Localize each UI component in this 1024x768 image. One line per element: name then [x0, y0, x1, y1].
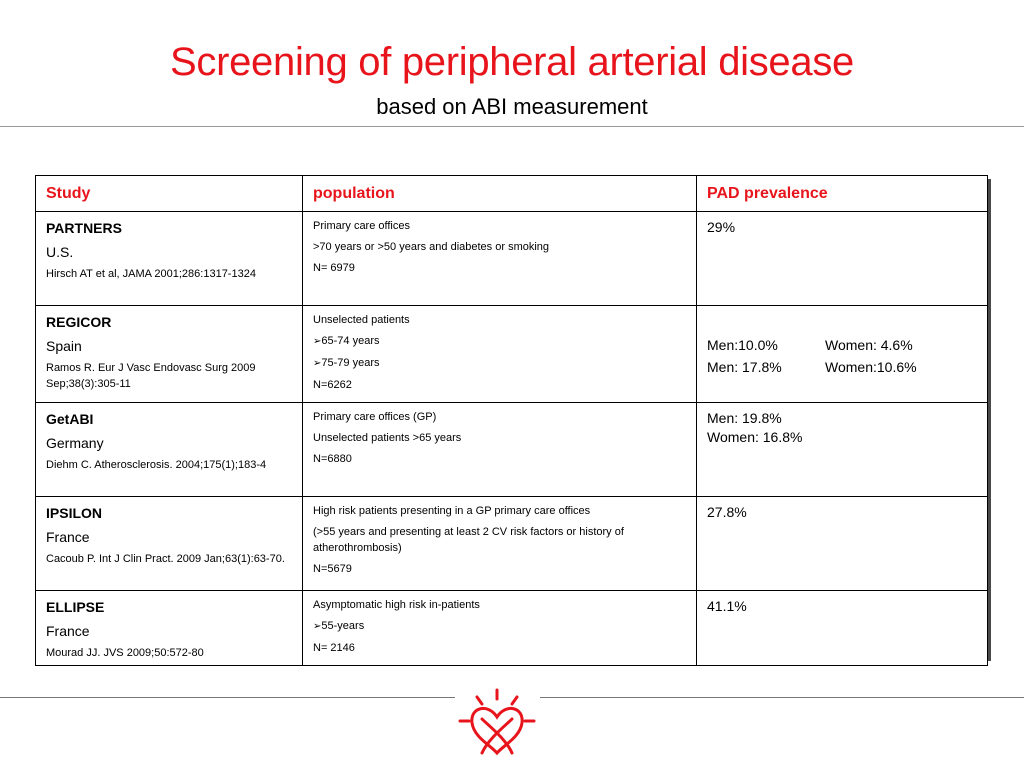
- population-cell: [303, 212, 697, 306]
- prevalence-value: 27.8%: [707, 504, 747, 520]
- footer-divider-left: [0, 697, 455, 698]
- prevalence-value: Men: 19.8%: [707, 410, 782, 426]
- prevalence-cell: [697, 591, 988, 666]
- prevalence-row: [707, 358, 977, 377]
- population-bullet-line: [313, 618, 686, 635]
- study-country: France: [46, 529, 90, 545]
- header-population: population: [303, 176, 697, 212]
- table-header-row: [36, 176, 988, 212]
- population-bullet-line: [313, 355, 686, 372]
- header-pad-prevalence: PAD prevalence: [697, 176, 988, 212]
- study-reference: Hirsch AT et al, JAMA 2001;286:1317-1324: [46, 268, 256, 280]
- population-line: N=6262: [313, 379, 352, 391]
- prevalence-men: Men: 17.8%: [707, 359, 782, 375]
- population-bullet-line: [313, 333, 686, 350]
- arrow-bullet-icon: ➢: [313, 621, 322, 632]
- study-name: GetABI: [46, 411, 94, 427]
- study-name: IPSILON: [46, 505, 103, 521]
- study-reference: Cacoub P. Int J Clin Pract. 2009 Jan;63(1):63-70.: [46, 553, 285, 565]
- prevalence-cell: [697, 497, 988, 591]
- study-cell: [36, 591, 303, 666]
- prevalence-value: 41.1%: [707, 598, 747, 614]
- table-row: [36, 306, 988, 403]
- study-cell: [36, 403, 303, 497]
- arrow-bullet-icon: ➢: [313, 358, 322, 369]
- study-country: Spain: [46, 338, 82, 354]
- bullet-text: 55-years: [321, 620, 365, 632]
- table-row: [36, 212, 988, 306]
- population-line: Primary care offices (GP): [313, 411, 437, 423]
- study-country: France: [46, 623, 90, 639]
- study-cell: [36, 497, 303, 591]
- header-study: Study: [36, 176, 303, 212]
- population-cell: [303, 306, 697, 403]
- prevalence-women: Women: 4.6%: [825, 337, 913, 353]
- study-reference: Mourad JJ. JVS 2009;50:572-80: [46, 647, 204, 659]
- study-country: Germany: [46, 435, 104, 451]
- population-cell: [303, 497, 697, 591]
- study-cell: [36, 306, 303, 403]
- prevalence-cell: [697, 212, 988, 306]
- prevalence-cell: [697, 306, 988, 403]
- heart-logo-icon: [452, 683, 542, 768]
- prevalence-row: [707, 336, 977, 355]
- page-title: Screening of peripheral arterial disease: [170, 40, 854, 84]
- prevalence-men: Men:10.0%: [707, 337, 778, 353]
- population-cell: [303, 591, 697, 666]
- study-name: PARTNERS: [46, 220, 122, 236]
- population-line: High risk patients presenting in a GP primary care offices: [313, 505, 591, 517]
- study-name: REGICOR: [46, 314, 112, 330]
- population-line: Asymptomatic high risk in-patients: [313, 599, 480, 611]
- table-row: [36, 591, 988, 666]
- arrow-bullet-icon: ➢: [313, 336, 322, 347]
- prevalence-women: Women:10.6%: [825, 359, 917, 375]
- studies-table: [35, 175, 988, 666]
- study-reference: Ramos R. Eur J Vasc Endovasc Surg 2009 Sep;38(3):305-11: [46, 362, 256, 390]
- bullet-text: 65-74 years: [321, 335, 380, 347]
- table-row: [36, 403, 988, 497]
- population-line: N=5679: [313, 563, 352, 575]
- title-divider: [0, 126, 1024, 127]
- population-line: Primary care offices: [313, 220, 410, 232]
- footer-divider-right: [540, 697, 1024, 698]
- population-line: N= 2146: [313, 642, 355, 654]
- population-cell: [303, 403, 697, 497]
- population-line: >70 years or >50 years and diabetes or smoking: [313, 241, 550, 253]
- population-line: N=6880: [313, 453, 352, 465]
- study-name: ELLIPSE: [46, 599, 105, 615]
- population-line: N= 6979: [313, 262, 355, 274]
- table-row: [36, 497, 988, 591]
- population-line: (>55 years and presenting at least 2 CV risk factors or history of atherothrombosis): [313, 526, 624, 554]
- population-line: Unselected patients: [313, 314, 410, 326]
- studies-table-container: [35, 175, 987, 657]
- study-cell: [36, 212, 303, 306]
- population-line: Unselected patients >65 years: [313, 432, 462, 444]
- study-country: U.S.: [46, 244, 74, 260]
- bullet-text: 75-79 years: [321, 357, 380, 369]
- prevalence-cell: [697, 403, 988, 497]
- prevalence-value: Women: 16.8%: [707, 429, 803, 445]
- page-subtitle: based on ABI measurement: [376, 94, 648, 119]
- prevalence-value: 29%: [707, 219, 736, 235]
- study-reference: Diehm C. Atherosclerosis. 2004;175(1);183-4: [46, 459, 267, 471]
